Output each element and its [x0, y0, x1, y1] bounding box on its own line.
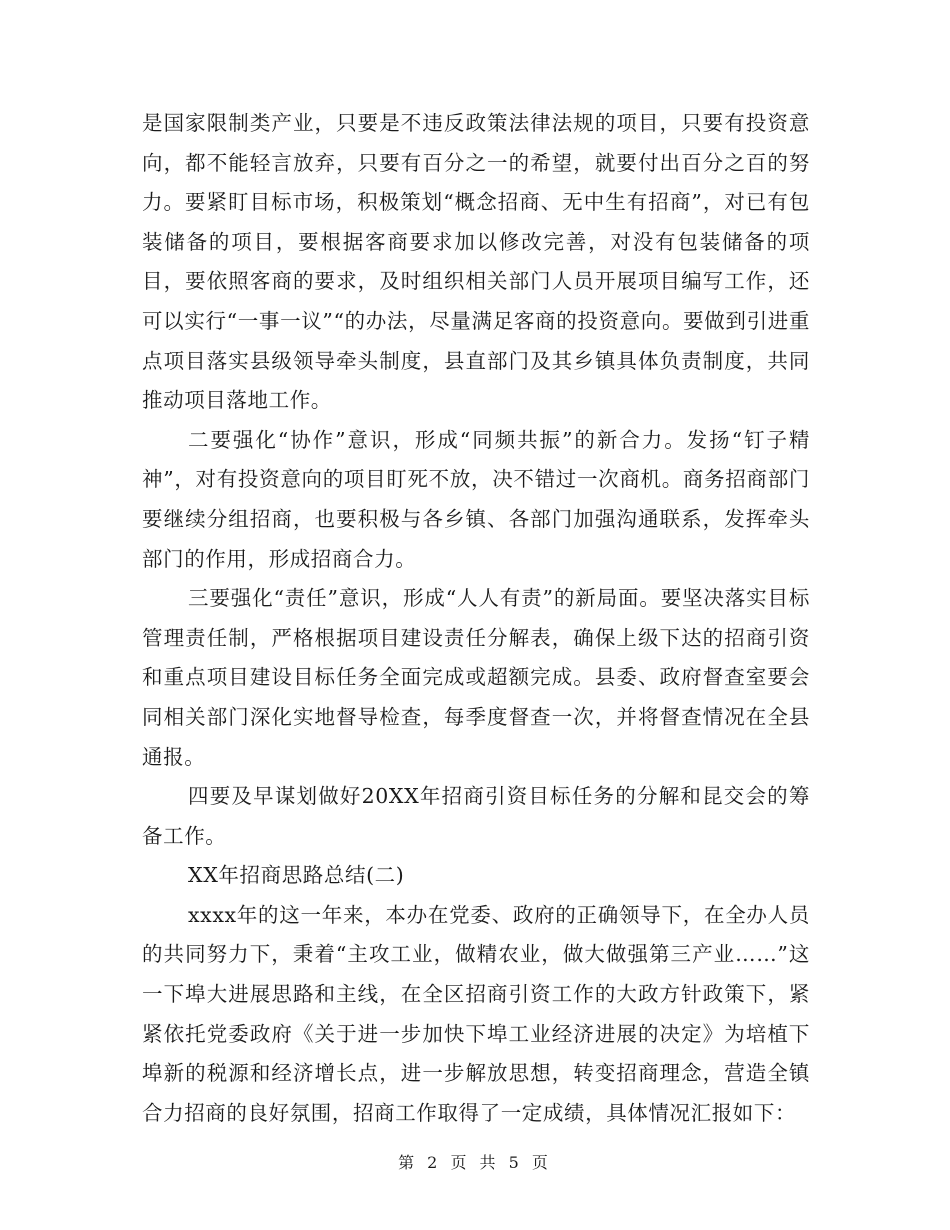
page-number-footer: 第 2 页 共 5 页	[398, 1153, 552, 1172]
paragraph-cooperation: 二要强化“协作”意识，形成“同频共振”的新合力。发扬“钉子精神”，对有投资意向的项目盯死不放，决不错过一次商机。商务招商部门要继续分组招商，也要积极与各乡镇、各部门加强沟通联系，发挥牵头部门的作用，形成招商合力。	[142, 427, 810, 571]
document-body	[142, 104, 810, 1133]
section-heading: XX年招商思路总结(二)	[188, 863, 405, 888]
paragraph-planning: 四要及早谋划做好20XX年招商引资目标任务的分解和昆交会的筹备工作。	[142, 784, 810, 848]
paragraph-responsibility: 三要强化“责任”意识，形成“人人有责”的新局面。要坚决落实目标管理责任制，严格根据项目建设责任分解表，确保上级下达的招商引资和重点项目建设目标任务全面完成或超额完成。县委、政府督查室要会同相关部门深化实地督导检查，每季度督查一次，并将督查情况在全县通报。	[142, 586, 810, 769]
paragraph-summary: xxxx年的这一年来，本办在党委、政府的正确领导下，在全办人员的共同努力下，秉着“主攻工业，做精农业，做大做强第三产业……”这一下埠大进展思路和主线，在全区招商引资工作的大政方针政策下，紧紧依托党委政府《关于进一步加快下埠工业经济进展的决定》为培植下埠新的税源和经济增长点，进一步解放思想，转变招商理念，营造全镇合力招商的良好氛围，招商工作取得了一定成绩，具体情况汇报如下：	[142, 902, 810, 1125]
paragraph-continuation: 是国家限制类产业，只要是不违反政策法律法规的项目，只要有投资意向，都不能轻言放弃，只要有百分之一的希望，就要付出百分之百的努力。要紧盯目标市场，积极策划“概念招商、无中生有招商”，对已有包装储备的项目，要根据客商要求加以修改完善，对没有包装储备的项目，要依照客商的要求，及时组织相关部门人员开展项目编写工作，还可以实行“一事一议”“的办法，尽量满足客商的投资意向。要做到引进重点项目落实县级领导牵头制度，县直部门及其乡镇具体负责制度，共同推动项目落地工作。	[142, 111, 810, 413]
